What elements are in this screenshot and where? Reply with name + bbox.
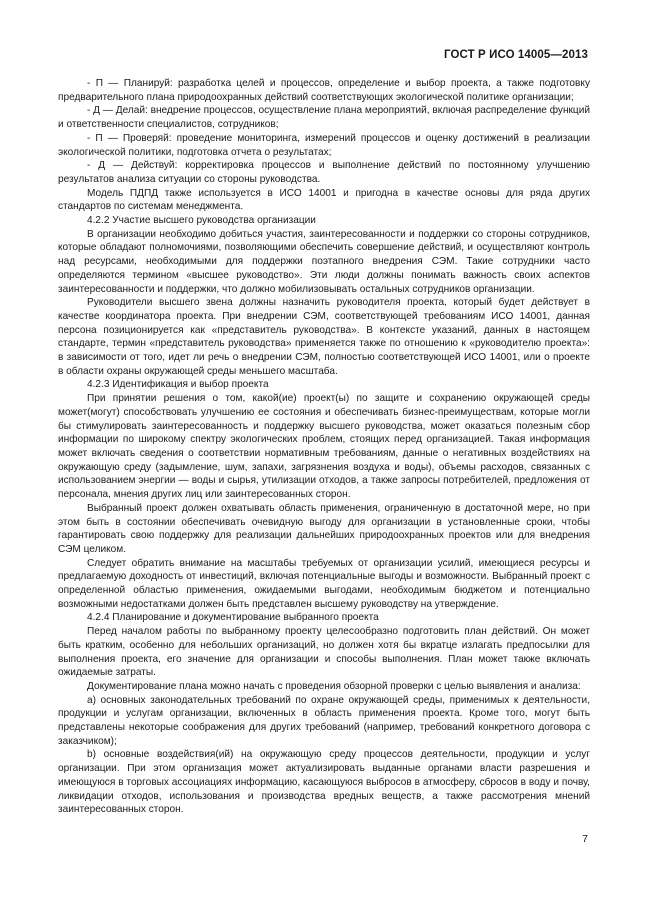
section-heading: 4.2.3 Идентификация и выбор проекта	[87, 379, 269, 391]
document-code-header: ГОСТ Р ИСО 14005—2013	[443, 49, 588, 61]
paragraph: При принятии решения о том, какой(ие) проект(ы) по защите и сохранению окружающей среды может(могут) способствовать улучшению ее состояния и обеспечивать бизнес-преимуществам, которые могли бы стимулировать заинтересованность и поддержку высшего руководства, может оказаться полезным сбор информации по широкому спектру экологических проблем, стоящих перед организацией. Такая информация может включать сведения о соответствии нормативным требованиям, данные о негативных воздействиях на окружающую среду (задымление, шум, запахи, загрязнения воздуха и воды), объемы расходов, связанных с использованием энергии — воды и сырья, утилизации отходов, а также запросы потребителей, предложения от персонала, мнения других лиц или заинтересованных сторон.	[58, 393, 590, 501]
paragraph: Документирование плана можно начать с проведения обзорной проверки с целью выявления и анализа:	[87, 680, 581, 692]
list-item: a) основных законодательных требований по охране окружающей среды, применимых к деятельности, продукции и услугам организации, включенных в область применения проекта. Кроме того, могут быть представлены некоторые соображения для других требований (например, требований конкретного договора с заказчиком);	[58, 694, 590, 747]
paragraph: Выбранный проект должен охватывать область применения, ограниченную в достаточной мере, но при этом быть в состоянии обеспечивать очевидную выгоду для организации в установленные сроки, чтобы гарантировать свою поддержку для реализации дальнейших природоохранных проектов или для внедрения СЭМ целиком.	[58, 502, 590, 555]
paragraph: Следует обратить внимание на масштабы требуемых от организации усилий, имеющиеся ресурсы и предлагаемую доходность от инвестиций, включая потенциальные выгоды и возможности. Выбранный проект с определенной областью применения, ожидаемыми выгодами, необходимым бюджетом и потенциально возможными недостатками должен быть представлен высшему руководству на утверждение.	[58, 557, 590, 610]
list-item: b) основные воздействия(ий) на окружающую среду процессов деятельности, продукции и услуг организации. При этом организация может актуализировать выданные органами власти разрешения и имеющуюся в торговых ассоциациях информацию, касающуюся выбросов в атмосферу, сбросов в воду и почву, ликвидации отходов, использования и производства вредных веществ, а также рассмотрения мнений заинтересованных сторон.	[58, 749, 590, 816]
paragraph: Перед началом работы по выбранному проекту целесообразно подготовить план действий. Он может быть кратким, особенно для небольших организаций, но должен хотя бы вкратце излагать предпосылки для выполнения проекта, его значение для организации и способы выполнения. План может также включать ожидаемые затраты.	[58, 626, 590, 679]
paragraph: Руководители высшего звена должны назначить руководителя проекта, который будет действует в качестве координатора проекта. При внедрении СЭМ, соответствующей требованиям ИСО 14001, данная персона позиционируется как «представитель руководства». В контексте указаний, данных в настоящем стандарте, термин «представитель руководства» применяется также по отношению к «руководителю проекта»: в зависимости от того, идет ли речь о внедрении СЭМ, полностью соответствующей ИСО 14001, или о проекте в области охраны окружающей среды меньшего масштаба.	[58, 297, 590, 377]
paragraph: - Д — Действуй: корректировка процессов и выполнение действий по постоянному улучшению результатов анализа ситуации со стороны руководства.	[58, 160, 590, 185]
paragraph: - П — Проверяй: проведение мониторинга, измерений процессов и оценку достижений в реализации экологической политики, подготовка отчета о результатах;	[58, 132, 590, 158]
section-heading: 4.2.4 Планирование и документирование выбранного проекта	[87, 612, 379, 624]
paragraph: Модель ПДПД также используется в ИСО 14001 и пригодна в качестве основы для ряда других стандартов по системам менеджмента.	[58, 187, 590, 213]
paragraph: В организации необходимо добиться участия, заинтересованности и поддержки со стороны сотрудников, которые обладают полномочиями, позволяющими обеспечить совершение действий, и осуществляют контроль над ресурсами, необходимыми для поддержки поэтапного внедрения СЭМ. Такие сотрудники часто определяются термином «высшее руководство». Эти люди должны понимать важность своих аспектов заинтересованности и поддержки, что должно мобилизовывать остальных сотрудников организации.	[58, 228, 590, 295]
paragraph: - Д — Делай: внедрение процессов, осуществление плана мероприятий, включая распределение функций и ответственности специалистов, сотрудников;	[58, 105, 590, 131]
section-heading: 4.2.2 Участие высшего руководства организации	[87, 215, 316, 227]
document-body	[58, 77, 590, 817]
page-number: 7	[582, 833, 588, 845]
paragraph: - П — Планируй: разработка целей и процессов, определение и выбор проекта, а также подготовку предварительного плана природоохранных действий соответствующих экологической политике организации;	[58, 78, 590, 103]
